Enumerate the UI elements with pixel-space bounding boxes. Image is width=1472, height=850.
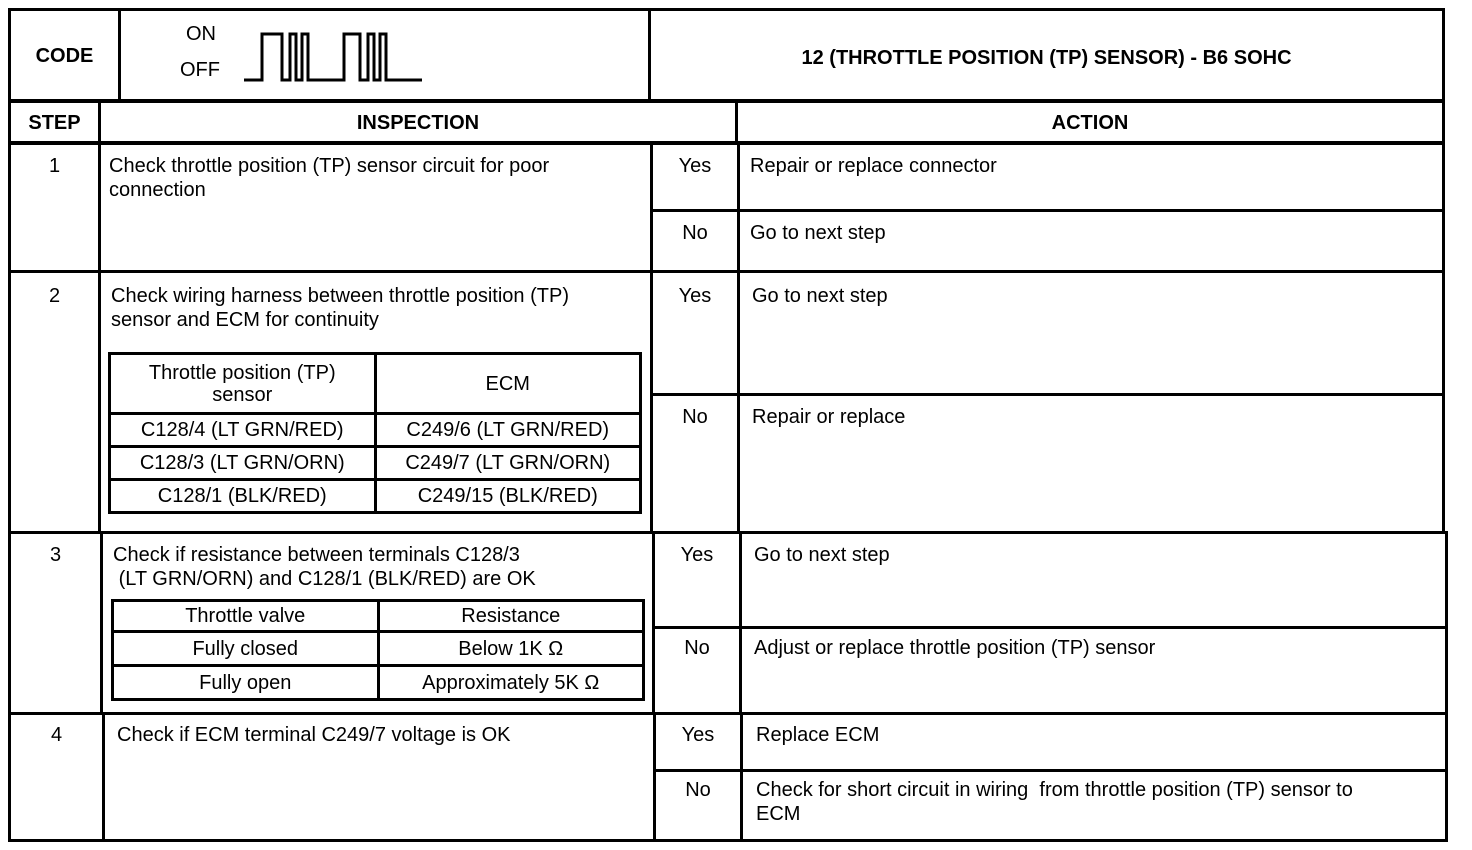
step-4-yes-action: Replace ECM — [756, 724, 880, 746]
step-header: STEP — [28, 112, 81, 134]
step-3-inspection: Check if resistance between terminals C128/3 (LT GRN/ORN) and C128/1 (BLK/RED) are OK — [113, 544, 536, 590]
step-2-number: 2 — [48, 285, 61, 307]
step-1-no-label: No — [682, 222, 708, 244]
resistance-table — [111, 599, 645, 701]
step-1-inspection: Check throttle position (TP) sensor circuit for poor connection — [109, 155, 550, 201]
step-2-yes-action: Go to next step — [752, 285, 888, 307]
continuity-cell: C128/3 (LT GRN/ORN) — [110, 447, 376, 480]
continuity-cell: C249/15 (BLK/RED) — [375, 480, 641, 513]
resistance-cell: Fully open — [113, 666, 379, 700]
continuity-header-sensor: Throttle position (TP) sensor — [110, 354, 376, 414]
step-3-no-action: Adjust or replace throttle position (TP) sensor — [754, 637, 1156, 659]
step-1-yes-label: Yes — [678, 155, 712, 177]
continuity-cell: C128/1 (BLK/RED) — [110, 480, 376, 513]
resistance-cell: Approximately 5K Ω — [378, 666, 644, 700]
resistance-cell: Below 1K Ω — [378, 632, 644, 666]
code-label: CODE — [35, 45, 94, 67]
step-4-yes-label: Yes — [681, 724, 715, 746]
step-2-num-cell — [8, 270, 101, 534]
step-2-no-action: Repair or replace — [752, 406, 906, 428]
step-2-inspection: Check wiring harness between throttle position (TP) sensor and ECM for continuity — [111, 285, 569, 331]
step-3-yes-action: Go to next step — [754, 544, 890, 566]
step-2-no-label: No — [682, 406, 708, 428]
continuity-cell: C128/4 (LT GRN/RED) — [110, 414, 376, 447]
inspection-header: INSPECTION — [356, 112, 480, 134]
resistance-header-resistance: Resistance — [378, 601, 644, 632]
signal-off-label: OFF — [180, 59, 220, 81]
step-4-number: 4 — [50, 724, 63, 746]
step-3-no-label: No — [684, 637, 710, 659]
resistance-cell: Fully closed — [113, 632, 379, 666]
step-3-yes-label: Yes — [680, 544, 714, 566]
continuity-cell: C249/6 (LT GRN/RED) — [375, 414, 641, 447]
step-2-yes-label: Yes — [678, 285, 712, 307]
step-1-number: 1 — [48, 155, 61, 177]
continuity-cell: C249/7 (LT GRN/ORN) — [375, 447, 641, 480]
step-1-no-action: Go to next step — [750, 222, 886, 244]
signal-waveform-icon — [244, 26, 424, 86]
step-4-inspection: Check if ECM terminal C249/7 voltage is OK — [117, 724, 511, 746]
step-3-number: 3 — [49, 544, 62, 566]
action-header: ACTION — [1051, 112, 1129, 134]
step-1-yes-action: Repair or replace connector — [750, 155, 997, 177]
step-4-no-action: Check for short circuit in wiring from throttle position (TP) sensor to ECM — [756, 779, 1353, 825]
continuity-header-ecm: ECM — [375, 354, 641, 414]
step-4-no-label: No — [685, 779, 711, 801]
diagnostic-table — [8, 8, 1448, 843]
signal-on-label: ON — [186, 23, 216, 45]
resistance-header-valve: Throttle valve — [113, 601, 379, 632]
page-title: 12 (THROTTLE POSITION (TP) SENSOR) - B6 SOHC — [801, 47, 1292, 69]
continuity-table — [108, 352, 642, 514]
